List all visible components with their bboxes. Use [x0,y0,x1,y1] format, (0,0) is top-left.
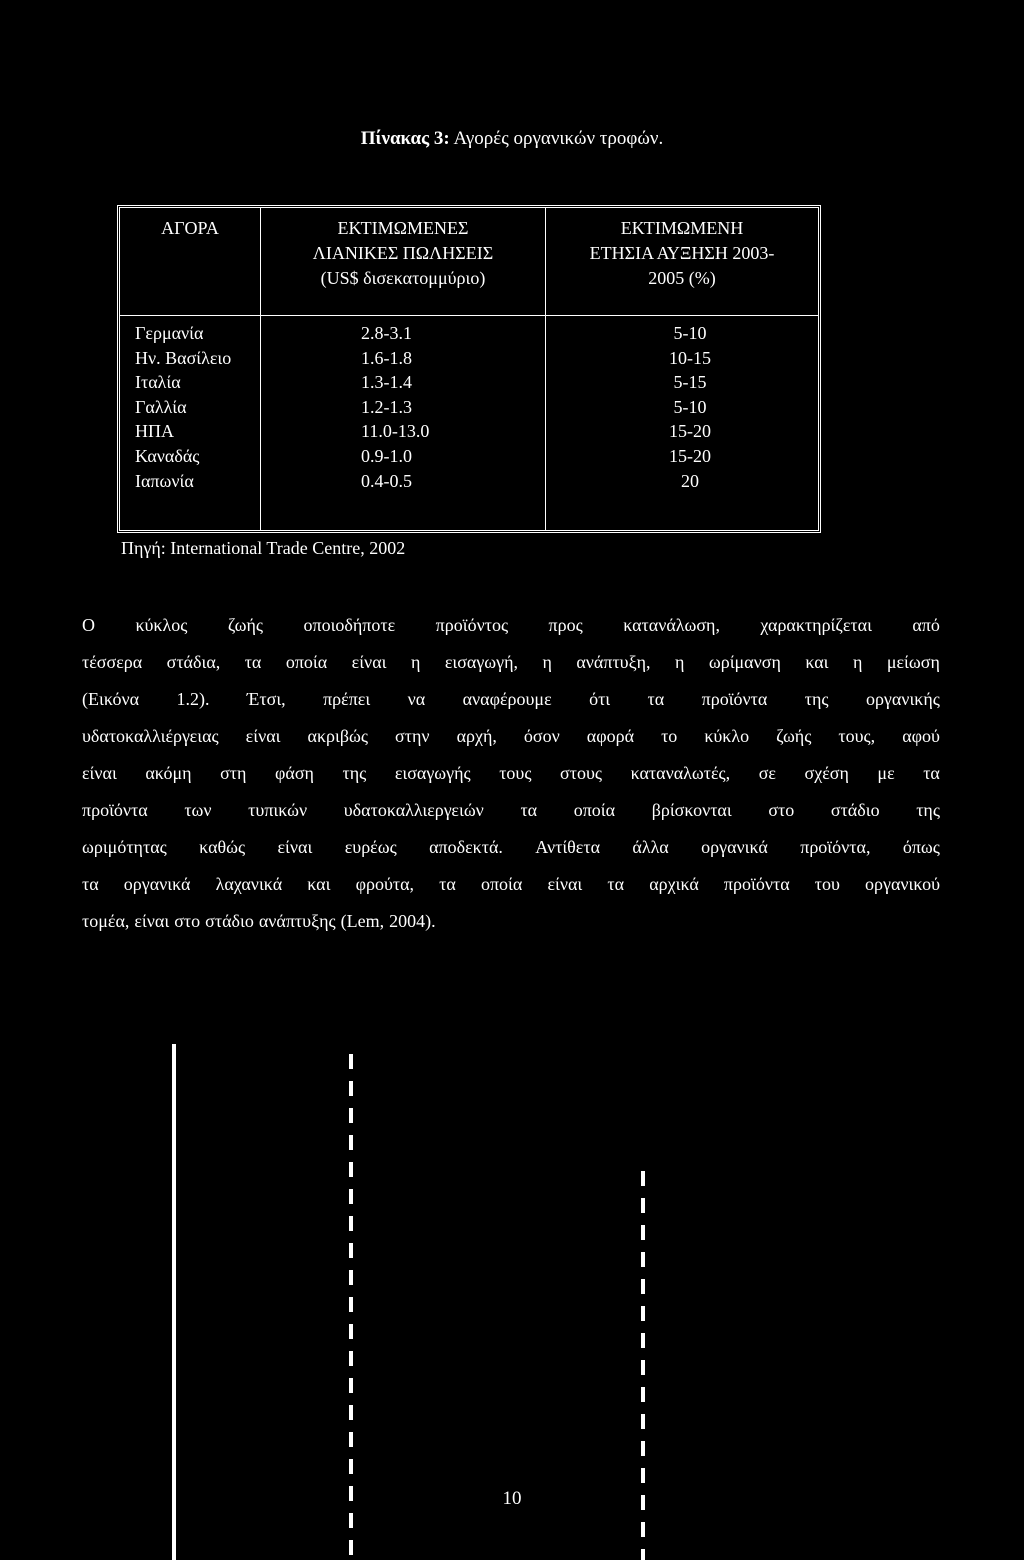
paragraph-word: ζωής [227,615,264,635]
paragraph-word: οποία [285,652,328,672]
cell-sales: 0.9-1.0 [361,445,412,466]
paragraph-line [82,903,940,940]
paragraph-word: με [877,763,895,783]
header-growth-line: ΕΚΤΙΜΩΜΕΝΗ [620,218,744,238]
paragraph-word: προϊόντα [82,800,148,820]
paragraph-word: τα [647,689,665,709]
paragraph-word: υδατοκαλλιέργειας [82,726,219,746]
paragraph-word: προϊόντα [723,874,790,894]
sales-column [361,321,461,493]
paragraph-word: στάδιο [205,911,254,931]
paragraph-line [82,718,940,755]
paragraph-word: στο [768,800,795,820]
cell-growth: 5-15 [673,372,707,393]
paragraph-word: ωρίμανση [708,652,781,672]
paragraph-word: προϊόντα [701,689,768,709]
paragraph-word: η [542,652,552,672]
paragraph-word: σχέση [804,763,849,783]
paragraph-word: ζωής [776,726,812,746]
paragraph-word: όσον [523,726,560,746]
paragraph-word: των [184,800,212,820]
paragraph-word: είναι [351,652,387,672]
paragraph-word: Έτσι, [246,689,286,709]
paragraph-word: προϊόντος [435,615,509,635]
paragraph-word: είναι [82,763,117,783]
paragraph-word: στη [220,763,247,783]
paragraph-word: τους [499,763,532,783]
paragraph-word: ότι [589,689,611,709]
paragraph-word: τα [439,874,456,894]
paragraph-word: είναι [134,911,170,931]
paragraph-word: είναι [277,837,313,857]
paragraph-line [82,755,940,792]
paragraph-word: τα [520,800,538,820]
paragraph-word: χαρακτηρίζεται [760,615,872,635]
paragraph-word: και [805,652,829,672]
header-growth-line: 2005 (%) [648,268,716,288]
paragraph-word: ωριμότητας [82,837,167,857]
cell-sales: 1.3-1.4 [361,372,412,393]
paragraph-word: τα [244,652,262,672]
header-market [120,216,260,241]
paragraph-word: στο [174,911,201,931]
paragraph-line [82,607,940,644]
paragraph-word: οποία [573,800,616,820]
paragraph-word: σε [758,763,776,783]
paragraph-word: (Lem, [340,911,385,931]
table-caption [0,128,1024,150]
paragraph-line [82,866,940,903]
paragraph-word: η [410,652,421,672]
paragraph-word: οποία [480,874,523,894]
paragraph-word: η [674,652,685,672]
paragraph-word: Ο [82,615,95,635]
cell-growth: 15-20 [669,445,711,466]
paragraph-word: στην [395,726,430,746]
paragraph-word: καθώς [199,837,246,857]
paragraph-line [82,792,940,829]
cell-market: Ην. Βασίλειο [135,347,232,368]
cell-market: Γερμανία [135,323,204,343]
cell-market: Ιαπωνία [135,470,194,491]
paragraph-word: κύκλος [135,615,188,635]
paragraph-word: κύκλο [704,726,750,746]
header-sales-line: ΕΚΤΙΜΩΜΕΝΕΣ [337,218,469,238]
cell-sales: 1.2-1.3 [361,396,412,417]
paragraph-word: αρχή, [456,726,497,746]
paragraph-word: στάδια, [166,652,221,672]
paragraph-word: τα [923,763,940,783]
paragraph-word: το [661,726,678,746]
markets-table [117,205,821,533]
table-caption-label: Πίνακας 3: [360,128,450,149]
paragraph-word: προϊόντα, [800,837,871,857]
paragraph-word: 2004). [389,911,436,931]
paragraph-word: είναι [547,874,583,894]
paragraph-word: καταναλωτές, [630,763,731,783]
cell-market: Γαλλία [135,396,187,417]
paragraph-word: της [804,689,829,709]
growth-column [640,321,740,493]
paragraph-word: στους [560,763,603,783]
paragraph-word: λαχανικά [215,874,283,894]
paragraph-line [82,829,940,866]
paragraph-word: ανάπτυξη, [576,652,651,672]
page-number: 10 [502,1488,522,1509]
paragraph-word: εισαγωγή, [444,652,519,672]
paragraph-word: τέσσερα [82,652,143,672]
market-column [135,321,260,493]
paragraph-word: ευρέως [344,837,397,857]
cell-sales: 0.4-0.5 [361,470,412,491]
header-market-label: ΑΓΟΡΑ [161,218,219,238]
table-caption-text: Αγορές οργανικών τροφών. [453,128,664,149]
paragraph-word: οργανικής [865,689,940,709]
paragraph-word: όπως [902,837,940,857]
paragraph-line [82,644,940,681]
paragraph-word: φάση [275,763,314,783]
figure-y-axis [172,1044,176,1560]
table-source: Πηγή: International Trade Centre, 2002 [121,538,406,558]
paragraph-word: μείωση [886,652,940,672]
paragraph-word: (Εικόνα [82,689,140,709]
paragraph-word: βρίσκονται [651,800,732,820]
paragraph-word: τα [607,874,625,894]
paragraph-word: τυπικών [248,800,308,820]
paragraph-word: Αντίθετα [535,837,601,857]
paragraph-word: αρχικά [649,874,699,894]
paragraph-word: προς [548,615,583,635]
paragraph-word: οργανικά [701,837,768,857]
paragraph-word: αναφέρουμε [462,689,552,709]
paragraph-word: άλλα [632,837,669,857]
header-sales-line: (US$ δισεκατομμύριο) [320,268,486,288]
paragraph-word: 1.2). [176,689,210,709]
paragraph-word: από [912,615,940,635]
paragraph-word: να [407,689,426,709]
paragraph-word: αφού [902,726,940,746]
cell-sales: 11.0-13.0 [361,421,430,442]
cell-sales: 1.6-1.8 [361,347,412,368]
cell-market: Καναδάς [135,445,200,466]
paragraph-word: υδατοκαλλιεργειών [343,800,484,820]
cell-market: ΗΠΑ [135,421,174,442]
cell-growth: 15-20 [669,421,711,442]
paragraph-word: τους, [838,726,876,746]
paragraph-word: οργανικού [865,874,940,894]
cell-market: Ιταλία [135,372,181,393]
paragraph-word: ανάπτυξης [258,911,336,931]
paragraph-word: της [342,763,367,783]
cell-sales: 2.8-3.1 [361,323,412,343]
paragraph-word: στάδιο [830,800,880,820]
paragraph-word: εισαγωγής [394,763,471,783]
header-sales [261,216,545,291]
paragraph-word: αποδεκτά. [429,837,503,857]
paragraph-word: και [307,874,331,894]
paragraph-word: κατανάλωση, [623,615,720,635]
paragraph-word: η [852,652,863,672]
table-header-divider [120,315,818,316]
paragraph-word: αφορά [586,726,635,746]
paragraph-word: του [814,874,840,894]
paragraph-word: ακριβώς [307,726,368,746]
cell-growth: 20 [681,470,699,491]
body-paragraph [82,607,940,940]
paragraph-word: τομέα, [82,911,130,931]
paragraph-word: ακόμη [145,763,192,783]
paragraph-word: είναι [245,726,281,746]
paragraph-word: οποιοδήποτε [303,615,396,635]
life-cycle-figure [160,1040,800,1560]
cell-growth: 10-15 [669,347,711,368]
paragraph-word: οργανικά [123,874,191,894]
cell-growth: 5-10 [673,396,707,417]
paragraph-word: τα [82,874,99,894]
cell-growth: 5-10 [673,323,707,343]
header-sales-line: ΛΙΑΝΙΚΕΣ ΠΩΛΗΣΕΙΣ [312,243,494,263]
paragraph-word: φρούτα, [355,874,415,894]
paragraph-word: πρέπει [323,689,371,709]
header-growth [546,216,818,291]
header-growth-line: ΕΤΗΣΙΑ ΑΥΞΗΣΗ 2003- [589,243,775,263]
paragraph-word: της [916,800,940,820]
paragraph-line [82,681,940,718]
